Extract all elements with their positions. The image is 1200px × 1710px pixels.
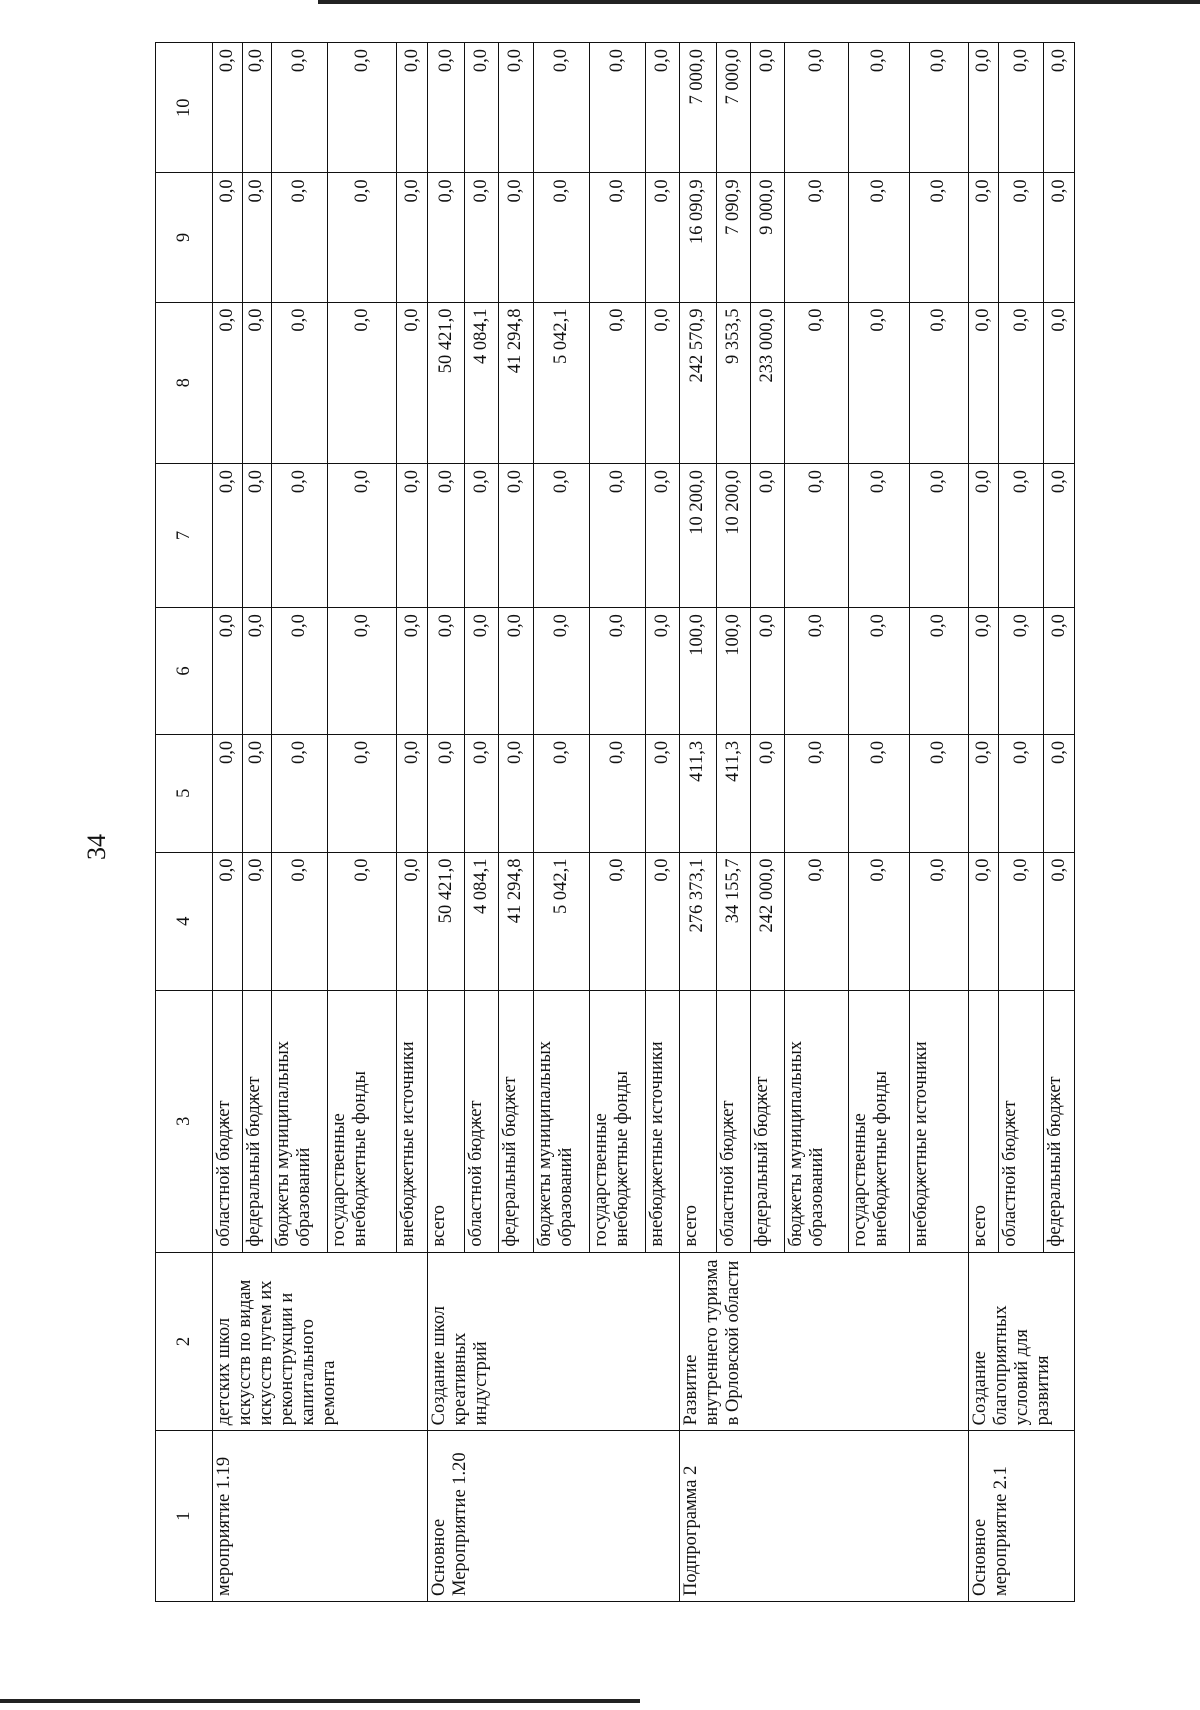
amount-cell: 0,0 [998, 43, 1044, 173]
amount-cell: 0,0 [328, 173, 396, 302]
amount-cell: 0,0 [465, 43, 499, 173]
funding-source-cell: областной бюджет [998, 990, 1044, 1252]
amount-cell: 0,0 [465, 173, 499, 302]
amount-cell: 0,0 [968, 852, 998, 990]
amount-cell: 0,0 [909, 734, 968, 852]
amount-cell: 0,0 [785, 608, 849, 735]
header-cell: 1 [156, 1431, 213, 1602]
amount-cell: 0,0 [589, 608, 645, 735]
funding-source-cell: бюджеты муниципальных образований [785, 990, 849, 1252]
amount-cell: 276 373,1 [680, 852, 717, 990]
amount-cell: 0,0 [242, 608, 271, 735]
amount-cell: 0,0 [328, 463, 396, 607]
header-row [156, 43, 213, 1602]
amount-cell: 0,0 [1044, 43, 1075, 173]
amount-cell: 0,0 [213, 608, 242, 735]
amount-cell: 9 000,0 [751, 173, 785, 302]
amount-cell: 0,0 [645, 302, 679, 463]
amount-cell: 0,0 [998, 852, 1044, 990]
amount-cell: 0,0 [272, 43, 328, 173]
amount-cell: 0,0 [1044, 734, 1075, 852]
amount-cell: 0,0 [272, 734, 328, 852]
amount-cell: 0,0 [785, 734, 849, 852]
amount-cell: 0,0 [328, 608, 396, 735]
amount-cell: 0,0 [909, 43, 968, 173]
amount-cell: 0,0 [328, 302, 396, 463]
amount-cell: 0,0 [785, 173, 849, 302]
program-name-cell: Подпрограмма 2 [680, 1431, 968, 1602]
amount-cell: 0,0 [968, 463, 998, 607]
amount-cell: 7 000,0 [716, 43, 750, 173]
amount-cell: 0,0 [968, 43, 998, 173]
amount-cell: 0,0 [998, 734, 1044, 852]
amount-cell: 0,0 [272, 608, 328, 735]
budget-table-rotated [155, 42, 1075, 1602]
amount-cell: 0,0 [328, 43, 396, 173]
amount-cell: 9 353,5 [716, 302, 750, 463]
amount-cell: 50 421,0 [428, 852, 465, 990]
amount-cell: 0,0 [242, 43, 271, 173]
amount-cell: 0,0 [848, 302, 909, 463]
amount-cell: 0,0 [328, 734, 396, 852]
amount-cell: 0,0 [1044, 173, 1075, 302]
scan-edge-top [318, 0, 1200, 4]
budget-table [155, 42, 1075, 1602]
funding-source-cell: государственные внебюджетные фонды [328, 990, 396, 1252]
amount-cell: 4 084,1 [465, 302, 499, 463]
scan-edge-bottom [0, 1699, 640, 1703]
budget-table-frame [155, 42, 1075, 1602]
amount-cell: 0,0 [968, 173, 998, 302]
program-name-cell: Основное мероприятие 2.1 [968, 1431, 1074, 1602]
funding-source-cell: государственные внебюджетные фонды [589, 990, 645, 1252]
funding-source-cell: федеральный бюджет [751, 990, 785, 1252]
header-cell: 6 [156, 608, 213, 735]
amount-cell: 0,0 [785, 852, 849, 990]
program-title-cell: Развитие внутреннего туризма в Орловской области [680, 1252, 968, 1431]
amount-cell: 0,0 [998, 173, 1044, 302]
amount-cell: 5 042,1 [533, 852, 589, 990]
amount-cell: 7 000,0 [680, 43, 717, 173]
amount-cell: 0,0 [428, 734, 465, 852]
amount-cell: 0,0 [499, 463, 533, 607]
amount-cell: 0,0 [396, 302, 428, 463]
header-cell: 5 [156, 734, 213, 852]
amount-cell: 100,0 [716, 608, 750, 735]
amount-cell: 0,0 [213, 43, 242, 173]
amount-cell: 0,0 [785, 463, 849, 607]
amount-cell: 0,0 [272, 852, 328, 990]
amount-cell: 0,0 [848, 852, 909, 990]
amount-cell: 0,0 [589, 302, 645, 463]
funding-source-cell: областной бюджет [716, 990, 750, 1252]
funding-source-cell: государственные внебюджетные фонды [848, 990, 909, 1252]
amount-cell: 0,0 [589, 852, 645, 990]
funding-source-cell: федеральный бюджет [242, 990, 271, 1252]
amount-cell: 0,0 [751, 608, 785, 735]
amount-cell: 0,0 [428, 608, 465, 735]
amount-cell: 0,0 [213, 734, 242, 852]
amount-cell: 0,0 [848, 173, 909, 302]
amount-cell: 41 294,8 [499, 302, 533, 463]
amount-cell: 0,0 [213, 463, 242, 607]
amount-cell: 10 200,0 [716, 463, 750, 607]
amount-cell: 0,0 [645, 852, 679, 990]
amount-cell: 0,0 [1044, 852, 1075, 990]
amount-cell: 0,0 [751, 734, 785, 852]
amount-cell: 0,0 [998, 463, 1044, 607]
amount-cell: 242 570,9 [680, 302, 717, 463]
funding-source-cell: всего [680, 990, 717, 1252]
amount-cell: 0,0 [533, 463, 589, 607]
funding-source-cell: бюджеты муниципальных образований [533, 990, 589, 1252]
header-cell: 8 [156, 302, 213, 463]
amount-cell: 0,0 [242, 302, 271, 463]
amount-cell: 0,0 [1044, 302, 1075, 463]
amount-cell: 0,0 [465, 463, 499, 607]
amount-cell: 0,0 [396, 852, 428, 990]
funding-source-cell: внебюджетные источники [645, 990, 679, 1252]
amount-cell: 0,0 [968, 302, 998, 463]
amount-cell: 34 155,7 [716, 852, 750, 990]
header-cell: 2 [156, 1252, 213, 1431]
amount-cell: 0,0 [242, 463, 271, 607]
amount-cell: 0,0 [499, 173, 533, 302]
amount-cell: 0,0 [396, 43, 428, 173]
amount-cell: 0,0 [968, 734, 998, 852]
amount-cell: 0,0 [533, 43, 589, 173]
table-row [213, 43, 242, 1602]
amount-cell: 0,0 [998, 608, 1044, 735]
header-cell: 4 [156, 852, 213, 990]
amount-cell: 411,3 [716, 734, 750, 852]
amount-cell: 41 294,8 [499, 852, 533, 990]
amount-cell: 0,0 [848, 608, 909, 735]
amount-cell: 0,0 [909, 463, 968, 607]
funding-source-cell: внебюджетные источники [396, 990, 428, 1252]
amount-cell: 233 000,0 [751, 302, 785, 463]
amount-cell: 0,0 [396, 734, 428, 852]
amount-cell: 5 042,1 [533, 302, 589, 463]
amount-cell: 0,0 [645, 43, 679, 173]
amount-cell: 0,0 [499, 43, 533, 173]
amount-cell: 0,0 [909, 173, 968, 302]
table-row [968, 43, 998, 1602]
amount-cell: 0,0 [909, 852, 968, 990]
amount-cell: 0,0 [909, 608, 968, 735]
amount-cell: 0,0 [645, 463, 679, 607]
amount-cell: 0,0 [242, 173, 271, 302]
amount-cell: 0,0 [465, 608, 499, 735]
funding-source-cell: всего [968, 990, 998, 1252]
amount-cell: 0,0 [785, 302, 849, 463]
amount-cell: 0,0 [998, 302, 1044, 463]
table-row [428, 43, 465, 1602]
amount-cell: 0,0 [533, 173, 589, 302]
amount-cell: 0,0 [499, 608, 533, 735]
amount-cell: 0,0 [428, 173, 465, 302]
amount-cell: 16 090,9 [680, 173, 717, 302]
header-cell: 9 [156, 173, 213, 302]
funding-source-cell: областной бюджет [213, 990, 242, 1252]
amount-cell: 0,0 [645, 608, 679, 735]
amount-cell: 0,0 [428, 463, 465, 607]
funding-source-cell: федеральный бюджет [1044, 990, 1075, 1252]
header-cell: 10 [156, 43, 213, 173]
amount-cell: 0,0 [396, 463, 428, 607]
amount-cell: 0,0 [213, 173, 242, 302]
amount-cell: 0,0 [589, 173, 645, 302]
amount-cell: 0,0 [499, 734, 533, 852]
program-title-cell: детских школ искусств по видам искусств путем их реконструкции и капитального ремонта [213, 1252, 428, 1431]
amount-cell: 0,0 [396, 608, 428, 735]
amount-cell: 0,0 [242, 734, 271, 852]
amount-cell: 0,0 [396, 173, 428, 302]
amount-cell: 0,0 [272, 463, 328, 607]
amount-cell: 0,0 [213, 852, 242, 990]
header-cell: 3 [156, 990, 213, 1252]
program-title-cell: Создание благоприятных условий для развития [968, 1252, 1074, 1431]
table-body [156, 43, 1075, 1602]
amount-cell: 0,0 [242, 852, 271, 990]
funding-source-cell: внебюджетные источники [909, 990, 968, 1252]
amount-cell: 242 000,0 [751, 852, 785, 990]
amount-cell: 100,0 [680, 608, 717, 735]
amount-cell: 0,0 [645, 734, 679, 852]
funding-source-cell: областной бюджет [465, 990, 499, 1252]
amount-cell: 0,0 [428, 43, 465, 173]
amount-cell: 0,0 [968, 608, 998, 735]
amount-cell: 4 084,1 [465, 852, 499, 990]
amount-cell: 0,0 [328, 852, 396, 990]
table-row [680, 43, 717, 1602]
amount-cell: 0,0 [909, 302, 968, 463]
amount-cell: 0,0 [848, 734, 909, 852]
program-title-cell: Создание школ креативных индустрий [428, 1252, 680, 1431]
amount-cell: 0,0 [751, 463, 785, 607]
amount-cell: 0,0 [272, 302, 328, 463]
amount-cell: 0,0 [533, 734, 589, 852]
amount-cell: 10 200,0 [680, 463, 717, 607]
amount-cell: 0,0 [848, 43, 909, 173]
amount-cell: 411,3 [680, 734, 717, 852]
amount-cell: 0,0 [1044, 608, 1075, 735]
amount-cell: 0,0 [465, 734, 499, 852]
amount-cell: 50 421,0 [428, 302, 465, 463]
program-name-cell: Основное Мероприятие 1.20 [428, 1431, 680, 1602]
header-cell: 7 [156, 463, 213, 607]
amount-cell: 0,0 [1044, 463, 1075, 607]
amount-cell: 0,0 [645, 173, 679, 302]
amount-cell: 0,0 [751, 43, 785, 173]
amount-cell: 0,0 [848, 463, 909, 607]
amount-cell: 0,0 [272, 173, 328, 302]
funding-source-cell: федеральный бюджет [499, 990, 533, 1252]
amount-cell: 7 090,9 [716, 173, 750, 302]
amount-cell: 0,0 [785, 43, 849, 173]
amount-cell: 0,0 [589, 463, 645, 607]
page-number: 34 [82, 834, 111, 860]
amount-cell: 0,0 [533, 608, 589, 735]
amount-cell: 0,0 [213, 302, 242, 463]
amount-cell: 0,0 [589, 734, 645, 852]
program-name-cell: мероприятие 1.19 [213, 1431, 428, 1602]
amount-cell: 0,0 [589, 43, 645, 173]
funding-source-cell: всего [428, 990, 465, 1252]
funding-source-cell: бюджеты муниципальных образований [272, 990, 328, 1252]
